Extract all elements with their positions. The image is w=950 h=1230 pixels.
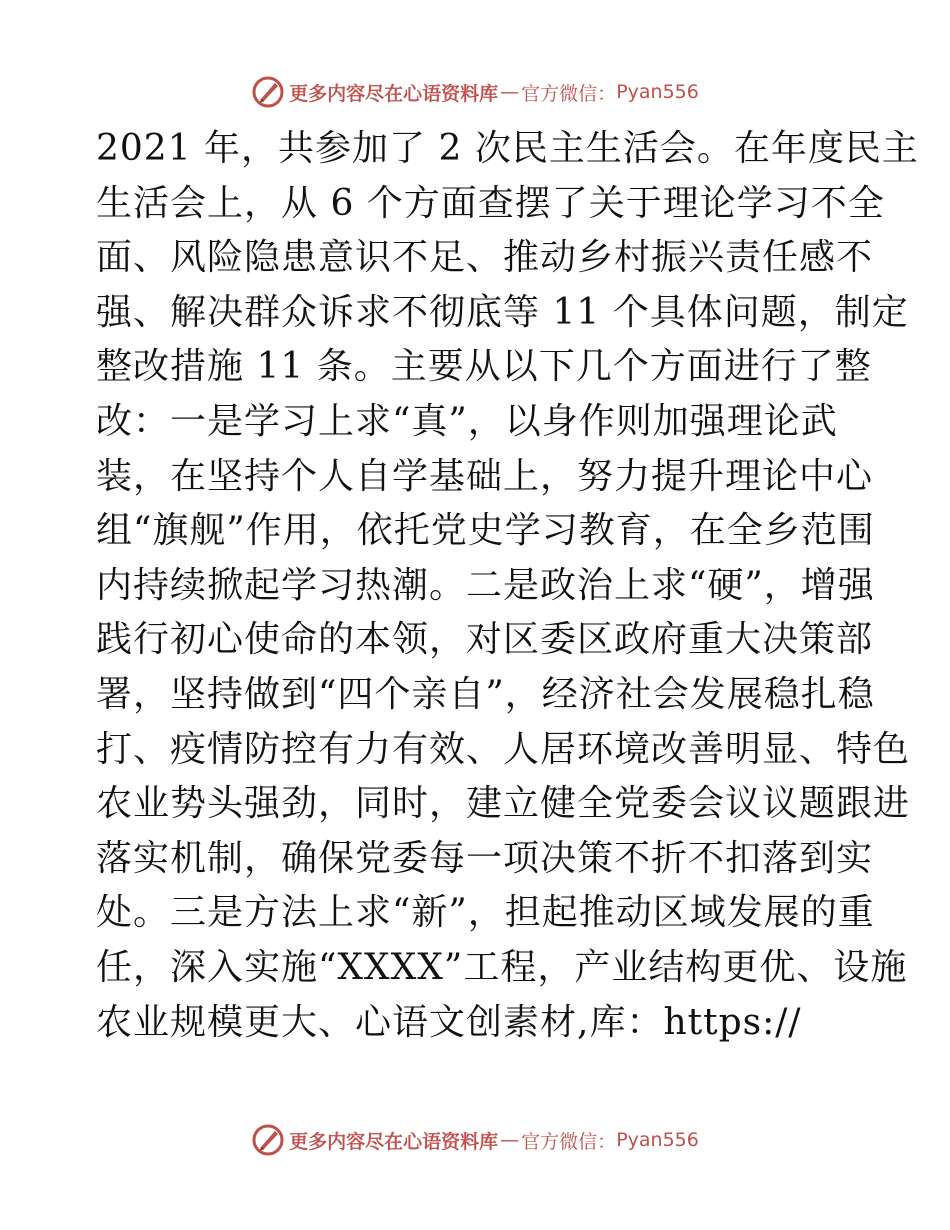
document-body xyxy=(96,122,919,1050)
feather-pen-seal-icon xyxy=(251,75,285,109)
body-line: 农业势头强劲，同时，建立健全党委会议议题跟进 xyxy=(96,783,911,825)
official-label: 官方微信： xyxy=(521,1130,617,1153)
body-line: 改：一是学习上求“真”，以身作则加强理论武 xyxy=(96,400,838,442)
body-line: 任，深入实施“XXXX”工程，产业结构更优、设施 xyxy=(96,946,908,988)
body-line: 落实机制，确保党委每一项决策不折不扣落到实 xyxy=(96,837,874,879)
body-line: 生活会上，从 6 个方面查摆了关于理论学习不全 xyxy=(96,182,885,224)
body-line: 装，在坚持个人自学基础上，努力提升理论中心 xyxy=(96,455,874,497)
body-line: 打、疫情防控有力有效、人居环境改善明显、特色 xyxy=(96,728,911,770)
banner-separator: — xyxy=(500,1129,520,1151)
banner-separator: — xyxy=(500,81,520,103)
wechat-handle: Pyan556 xyxy=(616,1129,699,1151)
body-line: 内持续掀起学习热潮。二是政治上求“硬”，增强 xyxy=(96,564,875,606)
promo-text: 更多内容尽在心语资料库 xyxy=(289,82,499,105)
body-line: 署，坚持做到“四个亲自”，经济社会发展稳扎稳 xyxy=(96,673,875,715)
body-line: 面、风险隐患意识不足、推动乡村振兴责任感不 xyxy=(96,237,874,279)
body-line: 2021 年，共参加了 2 次民主生活会。在年度民主 xyxy=(96,128,919,169)
body-line: 处。三是方法上求“新”，担起推动区域发展的重 xyxy=(96,892,875,934)
body-line: 强、解决群众诉求不彻底等 11 个具体问题，制定 xyxy=(96,291,909,333)
wechat-handle: Pyan556 xyxy=(616,81,699,103)
header-watermark-banner xyxy=(0,72,950,112)
body-line: 整改措施 11 条。主要从以下几个方面进行了整 xyxy=(96,346,872,388)
body-line: 践行初心使命的本领，对区委区政府重大决策部 xyxy=(96,619,874,661)
body-line: 组“旗舰”作用，依托党史学习教育，在全乡范围 xyxy=(96,510,875,552)
feather-pen-seal-icon xyxy=(251,1123,285,1157)
promo-text: 更多内容尽在心语资料库 xyxy=(289,1130,499,1153)
official-label: 官方微信： xyxy=(521,82,617,105)
footer-watermark-banner xyxy=(0,1120,950,1160)
body-line: 农业规模更大、心语文创素材,库：https:// xyxy=(96,1001,802,1043)
